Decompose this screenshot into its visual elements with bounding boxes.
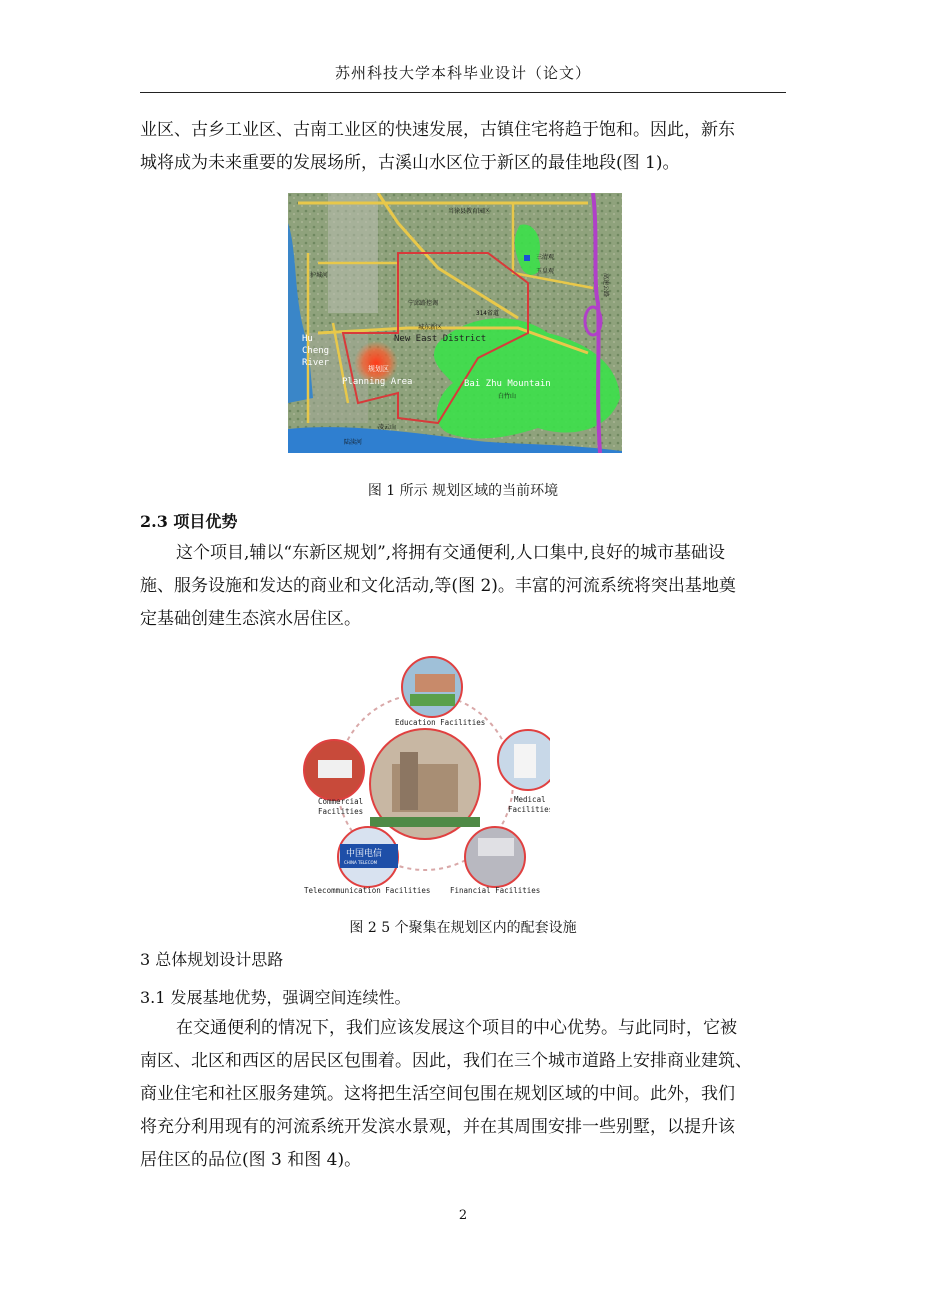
label-financial: Financial Facilities bbox=[450, 886, 541, 895]
telecom-sign-cn: 中国电信 bbox=[346, 849, 383, 859]
section-3-1-line-2: 南区、北区和西区的居民区包围着。因此，我们在三个城市道路上安排商业建筑、 bbox=[140, 1051, 752, 1071]
page-number: 2 bbox=[458, 1208, 468, 1223]
section-3-1-line-5: 居住区的品位(图 3 和图 4)。 bbox=[140, 1150, 362, 1170]
facilities-diagram bbox=[300, 652, 550, 898]
section-3-1-line-3: 商业住宅和社区服务建筑。这将把生活空间包围在规划区域的中间。此外，我们 bbox=[140, 1084, 735, 1104]
label-commercial-1: Commercial bbox=[318, 797, 364, 806]
map-label-south-river: 陆渎河 bbox=[344, 439, 363, 446]
section-2-3-line-3: 定基础创建生态滨水居住区。 bbox=[140, 609, 361, 629]
section-3-1-heading: 3.1 发展基地优势，强调空间连续性。 bbox=[140, 988, 411, 1007]
map-label-river-en2: Cheng bbox=[302, 346, 330, 356]
figure-2-caption: 图 2 5 个聚集在规划区内的配套设施 bbox=[349, 920, 577, 936]
section-2-3-line-2: 施、服务设施和发达的商业和文化活动,等(图 2)。丰富的河流系统将突出基地奠 bbox=[140, 576, 736, 596]
map-label-cross-road: 宁邱路控调 bbox=[408, 300, 439, 307]
label-telecom: Telecommunication Facilities bbox=[304, 886, 431, 895]
map-label-north2: 玉皇观 bbox=[536, 268, 555, 275]
map-label-mountain-en: Bai Zhu Mountain bbox=[464, 379, 551, 389]
section-2-3-heading: 2.3 项目优势 bbox=[140, 512, 238, 531]
figure-1-caption: 图 1 所示 规划区域的当前环境 bbox=[367, 483, 559, 499]
figure-1-map bbox=[288, 193, 622, 453]
map-label-planning-cn: 规划区 bbox=[368, 365, 389, 373]
map-label-mountain-cn: 白竹山 bbox=[498, 393, 517, 400]
section-2-3-paragraph bbox=[140, 537, 788, 636]
section-3-1-paragraph bbox=[140, 1012, 788, 1177]
map-label-river-en3: River bbox=[302, 358, 330, 368]
financial-photo bbox=[465, 827, 525, 887]
section-3-1-line-1: 在交通便利的情况下，我们应该发展这个项目的中心优势。与此同时，它被 bbox=[176, 1018, 737, 1038]
map-label-north1: 三清观 bbox=[536, 254, 555, 261]
map-label-east-road: 高速公路 bbox=[602, 273, 609, 298]
map-label-hill: 凌云山 bbox=[378, 424, 397, 431]
map-label-new-east-cn: 城东新区 bbox=[418, 324, 443, 331]
label-medical-2: Facilities bbox=[508, 805, 550, 814]
label-medical-1: Medical bbox=[514, 795, 546, 804]
map-label-river-en1: Hu bbox=[302, 334, 313, 344]
map-label-river-cn: 护城河 bbox=[310, 272, 329, 279]
section-3-1-line-4: 将充分利用现有的河流系统开发滨水景观，并在其周围安排一些别墅，以提升该 bbox=[140, 1117, 735, 1137]
intro-line-1: 业区、古乡工业区、古南工业区的快速发展，古镇住宅将趋于饱和。因此，新东 bbox=[140, 120, 735, 140]
label-education: Education Facilities bbox=[395, 718, 486, 727]
label-commercial-2: Facilities bbox=[318, 807, 364, 816]
map-label-top: 当徐县教育园区 bbox=[448, 208, 491, 215]
header-divider bbox=[140, 92, 786, 93]
section-2-3-line-1: 这个项目,辅以“东新区规划”,将拥有交通便利,人口集中,良好的城市基础设 bbox=[176, 543, 725, 563]
map-label-314: 314省道 bbox=[476, 310, 499, 317]
section-3-heading: 3 总体规划设计思路 bbox=[140, 950, 284, 969]
map-image bbox=[288, 193, 622, 453]
map-label-new-east-en: New East District bbox=[394, 334, 487, 344]
figure-2-facilities bbox=[300, 652, 550, 898]
map-label-planning-en: Planning Area bbox=[342, 377, 413, 387]
telecom-sign-en: CHINA TELECOM bbox=[344, 860, 378, 865]
intro-line-2: 城将成为未来重要的发展场所，古溪山水区位于新区的最佳地段(图 1)。 bbox=[140, 153, 680, 173]
header-title: 苏州科技大学本科毕业设计（论文） bbox=[334, 64, 591, 82]
intro-paragraph bbox=[140, 114, 788, 180]
